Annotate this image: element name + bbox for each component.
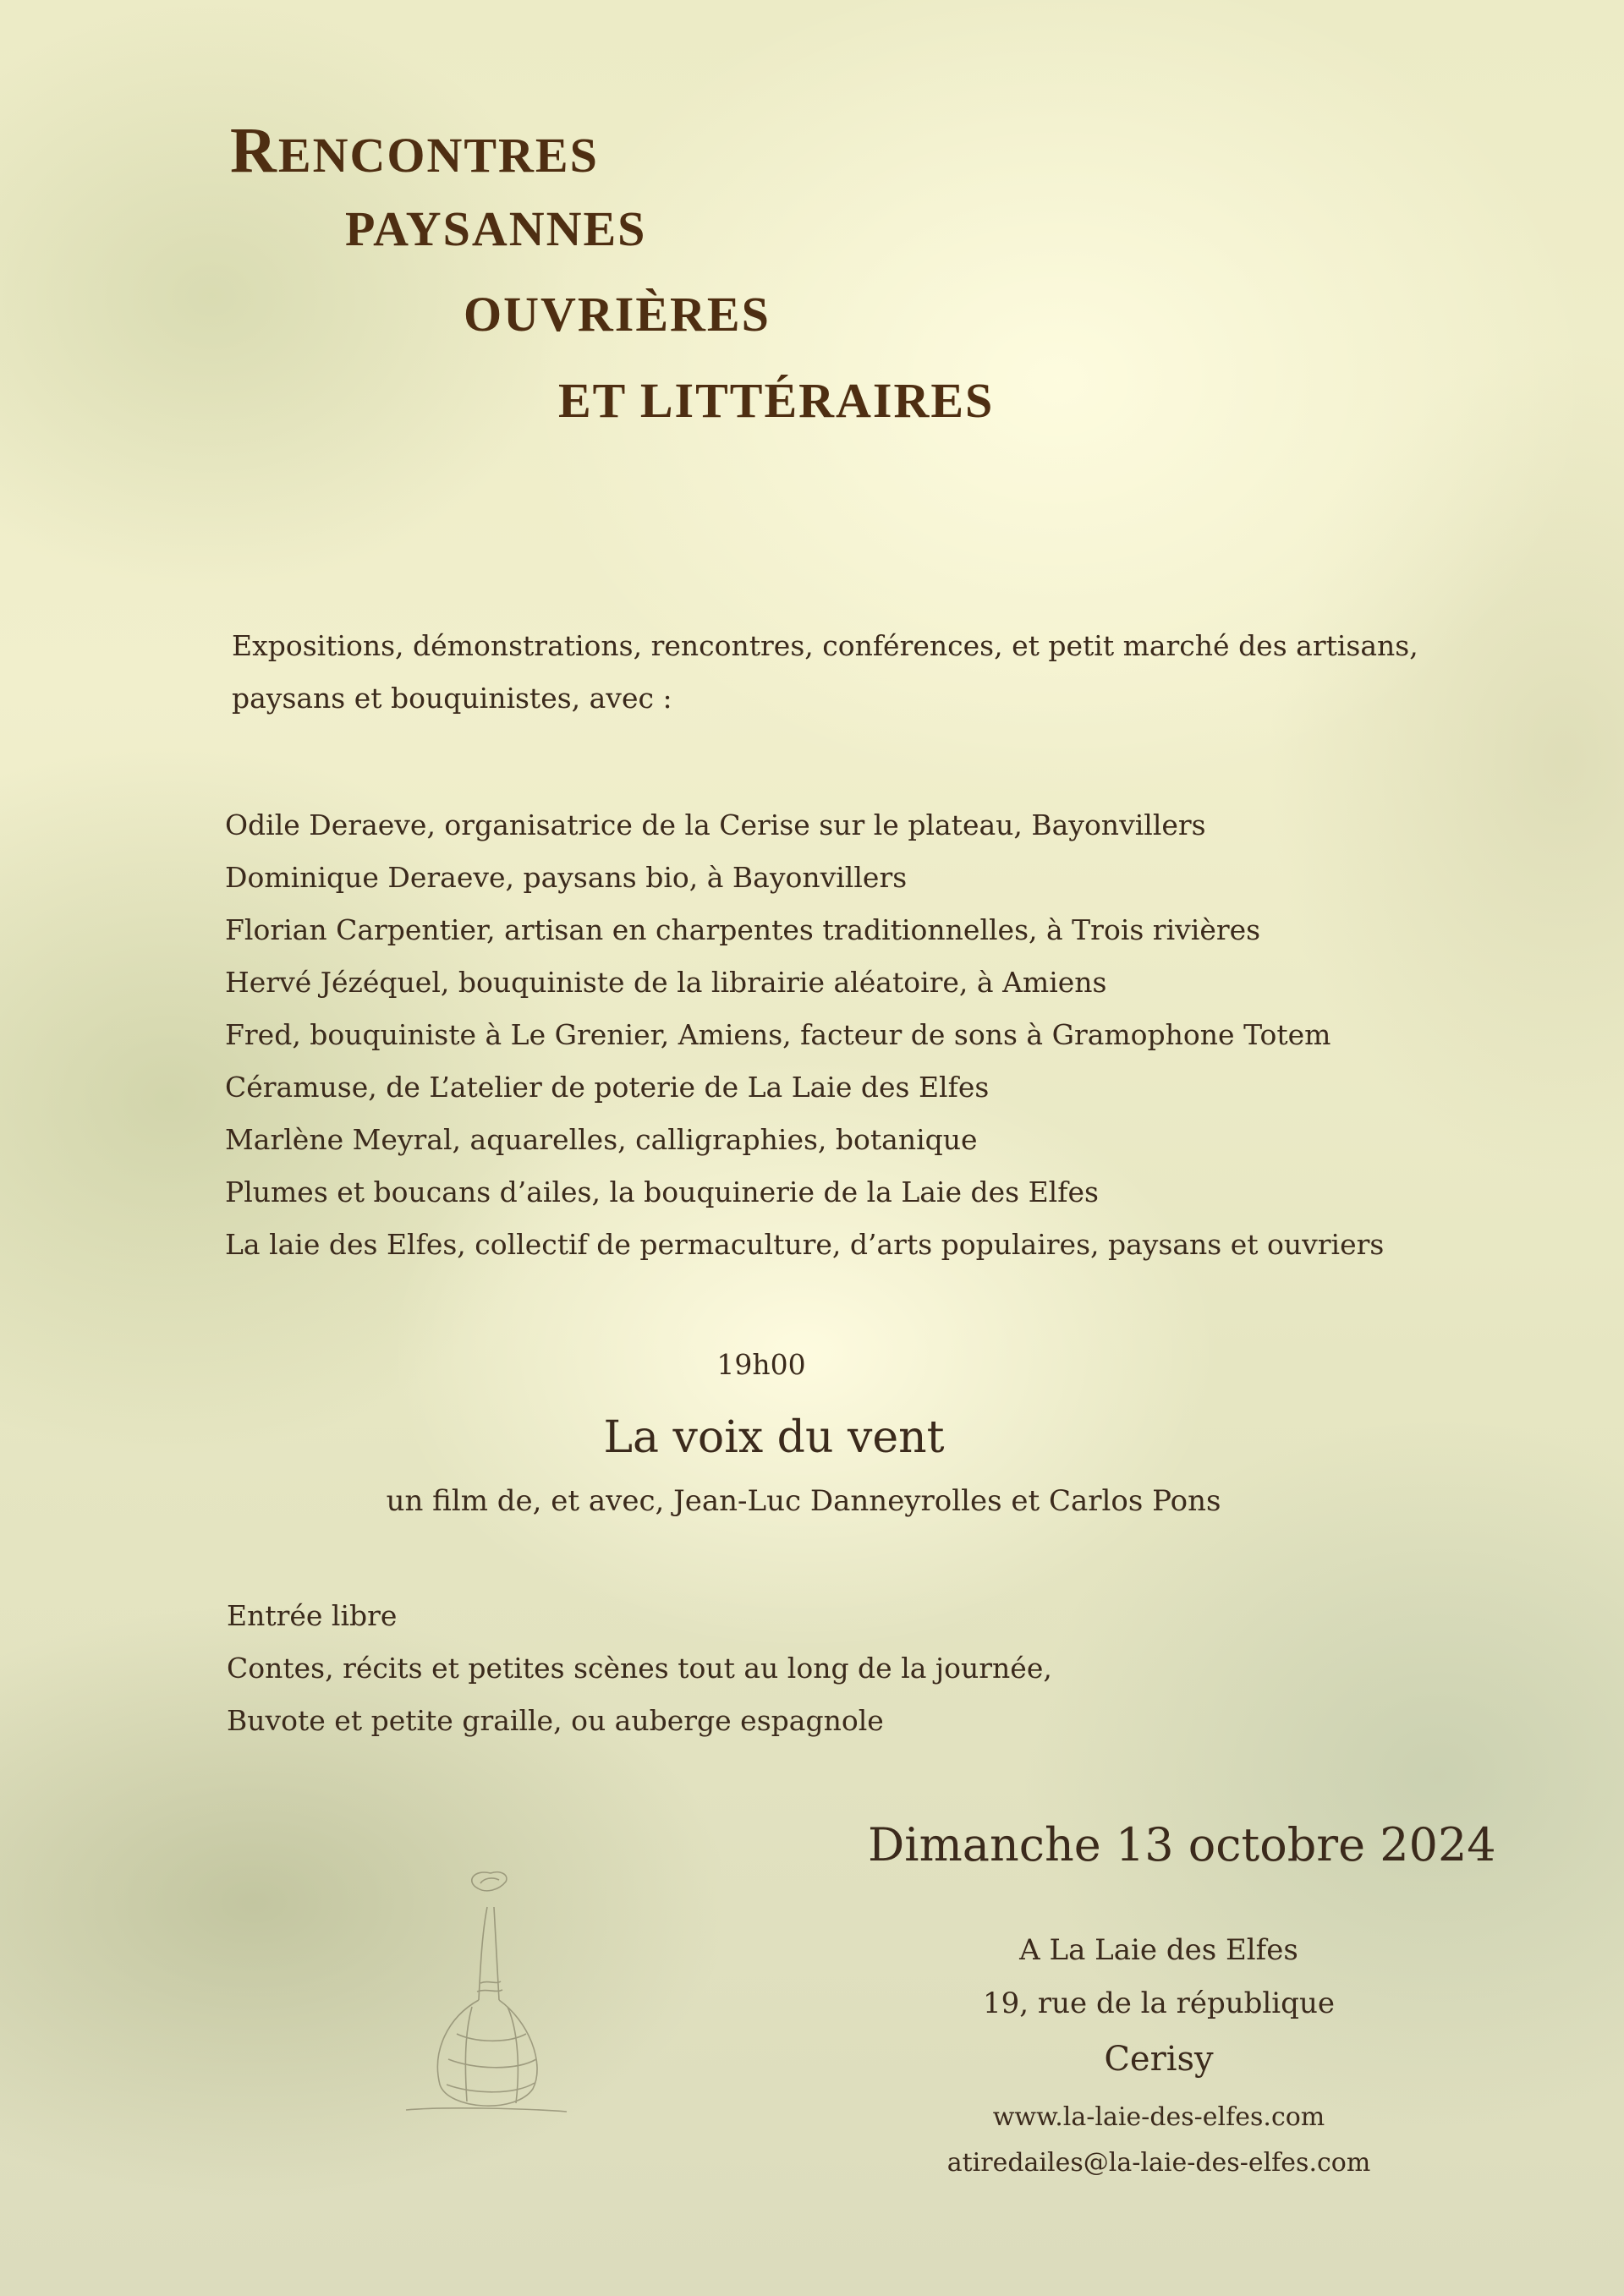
venue-name: A La Laie des Elfes [1019,1933,1298,1967]
title-line-1-rest: ENCONTRES [277,128,599,183]
venue-street: 19, rue de la république [983,1986,1335,2020]
participants-list [225,799,1426,1271]
participant-row: Fred, bouquiniste à Le Grenier, Amiens, facteur de sons à Gramophone Totem [225,1018,1331,1051]
film-time: 19h00 [716,1348,806,1381]
film-credit: un film de, et avec, Jean-Luc Danneyrolles et Carlos Pons [386,1484,1221,1518]
title-initial: R [230,115,278,186]
food-info: Buvote et petite graille, ou auberge espagnole [227,1704,884,1737]
tales-info: Contes, récits et petites scènes tout au long de la journée, [227,1652,1052,1685]
participant-row: La laie des Elfes, collectif de permaculture, d’arts populaires, paysans et ouvriers [225,1228,1385,1261]
intro-line-2: paysans et bouquinistes, avec : [232,682,672,715]
participant-row: Marlène Meyral, aquarelles, calligraphies, botanique [225,1123,978,1156]
participant-row: Florian Carpentier, artisan en charpentes traditionnelles, à Trois rivières [225,913,1261,946]
intro-line-1: Expositions, démonstrations, rencontres, conférences, et petit marché des artisans, [232,629,1418,662]
sketch-illustration [372,1856,592,2127]
intro-text [232,620,1416,725]
participant-row: Céramuse, de L’atelier de poterie de La Laie des Elfes [225,1071,990,1104]
event-date: Dimanche 13 octobre 2024 [868,1818,1496,1871]
participant-row: Plumes et boucans d’ailes, la bouquinerie de la Laie des Elfes [225,1175,1099,1208]
venue-city: Cerisy [1104,2040,1214,2079]
email-link[interactable]: atiredailes@la-laie-des-elfes.com [946,2148,1371,2178]
entry-info: Entrée libre [227,1599,398,1632]
title-line-4: ET LITTÉRAIRES [558,373,995,428]
participant-row: Dominique Deraeve, paysans bio, à Bayonvillers [225,861,908,894]
title-line-1 [230,115,599,186]
title-line-2: PAYSANNES [345,201,647,256]
website-link[interactable]: www.la-laie-des-elfes.com [992,2102,1325,2132]
participant-row: Hervé Jézéquel, bouquiniste de la librairie aléatoire, à Amiens [225,966,1107,999]
participant-row: Odile Deraeve, organisatrice de la Cerise sur le plateau, Bayonvillers [225,808,1206,841]
extra-info [227,1590,1052,1747]
film-title: La voix du vent [603,1412,945,1463]
title-line-3: OUVRIÈRES [464,287,771,342]
